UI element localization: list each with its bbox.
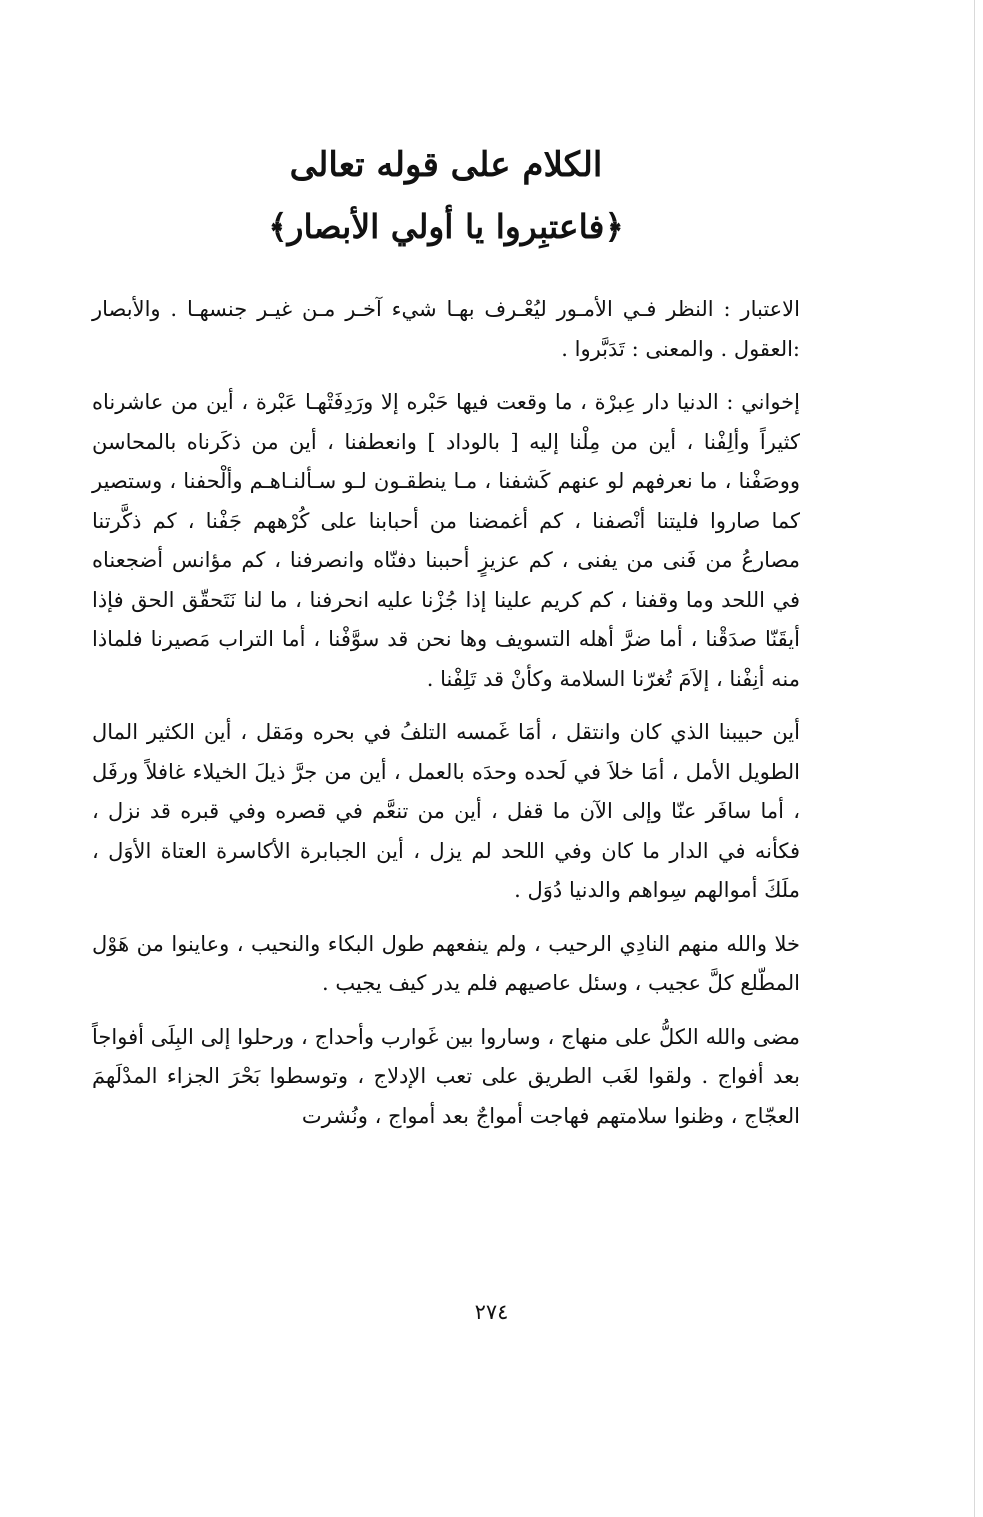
- page-content: [92, 140, 800, 1150]
- paragraph-emptied: خلا والله منهم النادِي الرحيب ، ولم ينفعهم طول البكاء والنحيب ، وعاينوا من هَوْل المطّلع كلَّ عجيب ، وسئل عاصيهم فلم يدر كيف يجيب .: [92, 931, 800, 995]
- paragraph-passed: مضى والله الكلُّ على منهاج ، وساروا بين غَوارب وأحداج ، ورحلوا إلى البِلَى أفواجاً بعد أفواج . ولقوا لغَب الطريق على تعب الإدلاج ، وتوسطوا بَحْرَ الجزاء المدْلَهمَ العجّاج ، وظنوا سلامتهم فهاجت أمواجٌ بعد أمواج ، ونُشرت: [92, 1024, 800, 1128]
- paragraph-brothers: إخواني : الدنيا دار عِبرْة ، ما وقعت فيها حَبْره إلا ورَدِفَتْهـا عَبْرة ، أين من عاشرناه كثيراً وألِفْنا ، أين من مِلْنا إليه [ بالوداد ] وانعطفنا ، أين من ذكَرناه بالمحاسن ووصَفْنا ، ما نعرفهم لو عنهم كَشفنا ، مـا ينطقـون لـو سـألنـاهـم وألْحفنا ، وستصير كما صاروا فليتنا أنْصفنا ، كم أغمضنا من أحبابنا على كُرْههم جَفْنا ، كم ذكَّرتنا مصارعُ من فَنى من يفنى ، كم عزيزٍ أحببنا دفنّاه وانصرفنا ، كم مؤانس أضجعناه في اللحد وما وقفنا ، كم كريم علينا إذا جُزْنا عليه انحرفنا ، ما لنا نَتَحقّق الحق فإذا أيقَنّا صدَقْنا ، أما ضرَّ أهله التسويف وها نحن قد سوَّفْنا ، أما التراب مَصيرنا فلماذا منه أنِفْنا ، إلاَمَ تُغرّنا السلامة وكأنْ قد تَلِفْنا .: [92, 390, 800, 691]
- page-number: ٢٧٤: [474, 1300, 509, 1324]
- page-edge-line: [974, 0, 975, 1517]
- quranic-verse-title: ﴿فاعتبِروا يا أولي الأبصار﴾: [268, 207, 624, 246]
- chapter-title: الكلام على قوله تعالى: [289, 145, 603, 185]
- paragraph-definition: الاعتبار : النظر فـي الأمـور ليُعْـرف بهـا شيء آخـر مـن غيـر جنسهـا . والأبصار :العقول . والمعنى : تَدَبَّروا .: [92, 297, 800, 361]
- paragraph-beloved: أين حبيبنا الذي كان وانتقل ، أمَا غَمسه التلفُ في بحره ومَقل ، أين الكثير المال الطويل الأمل ، أمَا خلاَ في لَحده وحدَه بالعمل ، أين من جرَّ ذيلَ الخيلاء غافلاً ورفَل ، أما سافَر عنّا وإلى الآن ما قفل ، أين من تنعَّم في قصره وفي قبره قد نزل ، فكأنه في الدار ما كان وفي اللحد لم يزل ، أين الجبابرة الأكاسرة العتاة الأوَل ، ملَكَ أموالهم سِواهم والدنيا دُوَل .: [92, 720, 800, 902]
